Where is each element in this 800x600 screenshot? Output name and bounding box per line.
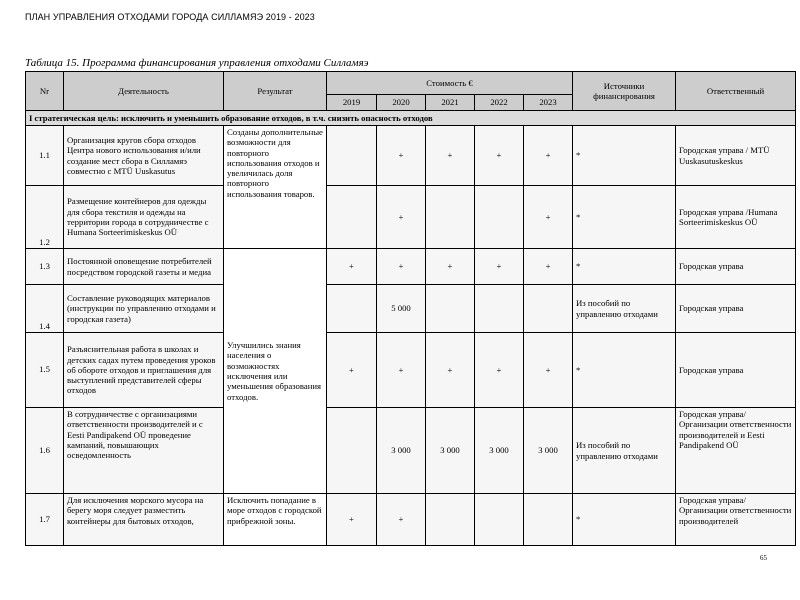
financing-table-container bbox=[25, 71, 796, 546]
cost-2023 bbox=[524, 285, 573, 333]
row-result: Созданы дополнительные возможности для повторного использования отходов и увеличилась доля повторного использования товаров. bbox=[224, 126, 327, 249]
cost-2022 bbox=[475, 285, 524, 333]
cost-2023: 3 000 bbox=[524, 408, 573, 494]
cost-2023 bbox=[524, 494, 573, 546]
cost-2023: + bbox=[524, 333, 573, 408]
cost-2020: + bbox=[377, 186, 426, 249]
cost-2019 bbox=[327, 408, 377, 494]
row-activity: Разъяснительная работа в школах и детских садах путем проведения уроков об обороте отходов и приглашения для выступлений представителей сферы отходов bbox=[64, 333, 224, 408]
cost-2019: + bbox=[327, 249, 377, 285]
row-nr: 1.6 bbox=[26, 408, 64, 494]
cost-2022: + bbox=[475, 249, 524, 285]
cost-2019: + bbox=[327, 333, 377, 408]
row-responsible: Городская управа bbox=[676, 249, 796, 285]
header-nr: Nr bbox=[26, 72, 64, 111]
row-activity: Составление руководящих материалов (инструкции по управлению отходами и городская газета) bbox=[64, 285, 224, 333]
cost-2020: 5 000 bbox=[377, 285, 426, 333]
cost-2022: + bbox=[475, 126, 524, 186]
table-row bbox=[26, 408, 796, 494]
row-result: Улучшились знания населения о возможностях исключения или уменьшения образования отходов. bbox=[224, 249, 327, 494]
cost-2021 bbox=[426, 186, 475, 249]
cost-2020: 3 000 bbox=[377, 408, 426, 494]
row-nr: 1.5 bbox=[26, 333, 64, 408]
row-source: * bbox=[573, 333, 676, 408]
cost-2019: + bbox=[327, 494, 377, 546]
row-source: * bbox=[573, 249, 676, 285]
table-row bbox=[26, 285, 796, 333]
header-responsible: Ответственный bbox=[676, 72, 796, 111]
cost-2020: + bbox=[377, 249, 426, 285]
cost-2021 bbox=[426, 494, 475, 546]
financing-table bbox=[25, 71, 796, 546]
cost-2019 bbox=[327, 285, 377, 333]
table-row bbox=[26, 249, 796, 285]
row-source: * bbox=[573, 186, 676, 249]
table-row bbox=[26, 126, 796, 186]
section-title: I стратегическая цель: исключить и уменьшить образование отходов, в т.ч. снизить опасность отходов bbox=[26, 111, 796, 126]
cost-2021: + bbox=[426, 333, 475, 408]
row-nr: 1.1 bbox=[26, 126, 64, 186]
cost-2022: + bbox=[475, 333, 524, 408]
row-source: * bbox=[573, 494, 676, 546]
table-row bbox=[26, 186, 796, 249]
row-source: Из пособий по управлению отходами bbox=[573, 285, 676, 333]
table-caption: Таблица 15. Программа финансирования управления отходами Силламяэ bbox=[25, 57, 369, 69]
row-responsible: Городская управа bbox=[676, 285, 796, 333]
header-year-2020: 2020 bbox=[377, 95, 426, 111]
row-nr: 1.3 bbox=[26, 249, 64, 285]
row-source: * bbox=[573, 126, 676, 186]
row-activity: Размещение контейнеров для одежды для сбора текстиля и одежды на территории города в сотрудничестве с Humana Sorteerimiskeskus OÜ bbox=[64, 186, 224, 249]
cost-2021: 3 000 bbox=[426, 408, 475, 494]
cost-2021: + bbox=[426, 126, 475, 186]
header-result: Результат bbox=[224, 72, 327, 111]
row-nr: 1.7 bbox=[26, 494, 64, 546]
cost-2023: + bbox=[524, 249, 573, 285]
row-result: Исключить попадание в море отходов с городской прибрежной зоны. bbox=[224, 494, 327, 546]
row-responsible: Городская управа / MTÜ Uuskasutuskeskus bbox=[676, 126, 796, 186]
cost-2022 bbox=[475, 494, 524, 546]
row-nr: 1.4 bbox=[26, 285, 64, 333]
header-year-2019: 2019 bbox=[327, 95, 377, 111]
row-responsible: Городская управа/Организации ответственности производителей и Eesti Pandipakend OÜ bbox=[676, 408, 796, 494]
cost-2019 bbox=[327, 126, 377, 186]
row-activity: Для исключения морского мусора на берегу моря следует разместить контейнеры для бытовых отходов, bbox=[64, 494, 224, 546]
cost-2020: + bbox=[377, 333, 426, 408]
header-activity: Деятельность bbox=[64, 72, 224, 111]
running-header: ПЛАН УПРАВЛЕНИЯ ОТХОДАМИ ГОРОДА СИЛЛАМЯЭ 2019 - 2023 bbox=[25, 12, 315, 22]
page-number: 65 bbox=[760, 554, 767, 562]
cost-2021 bbox=[426, 285, 475, 333]
header-year-2023: 2023 bbox=[524, 95, 573, 111]
table-row bbox=[26, 494, 796, 546]
row-activity: Организация кругов сбора отходов Центра нового использования и/или создание мест сбора в Силламяэ совместно с MTÜ Uuskasutus bbox=[64, 126, 224, 186]
row-source: Из пособий по управлению отходами bbox=[573, 408, 676, 494]
header-sources: Источники финансирования bbox=[573, 72, 676, 111]
row-nr: 1.2 bbox=[26, 186, 64, 249]
row-responsible: Городская управа/Организации ответственности производителей bbox=[676, 494, 796, 546]
cost-2020: + bbox=[377, 494, 426, 546]
cost-2022 bbox=[475, 186, 524, 249]
header-year-2022: 2022 bbox=[475, 95, 524, 111]
row-responsible: Городская управа bbox=[676, 333, 796, 408]
header-year-2021: 2021 bbox=[426, 95, 475, 111]
cost-2022: 3 000 bbox=[475, 408, 524, 494]
cost-2019 bbox=[327, 186, 377, 249]
cost-2021: + bbox=[426, 249, 475, 285]
row-activity: Постоянной оповещение потребителей посредством городской газеты и медиа bbox=[64, 249, 224, 285]
cost-2020: + bbox=[377, 126, 426, 186]
row-responsible: Городская управа /Humana Sorteerimiskeskus OÜ bbox=[676, 186, 796, 249]
cost-2023: + bbox=[524, 126, 573, 186]
row-activity: В сотрудничестве с организациями ответственности производителей и с Eesti Pandipakend OÜ проведение кампаний, повышающих осведомленность bbox=[64, 408, 224, 494]
header-cost: Стоимость € bbox=[327, 72, 573, 95]
cost-2023: + bbox=[524, 186, 573, 249]
table-row bbox=[26, 333, 796, 408]
